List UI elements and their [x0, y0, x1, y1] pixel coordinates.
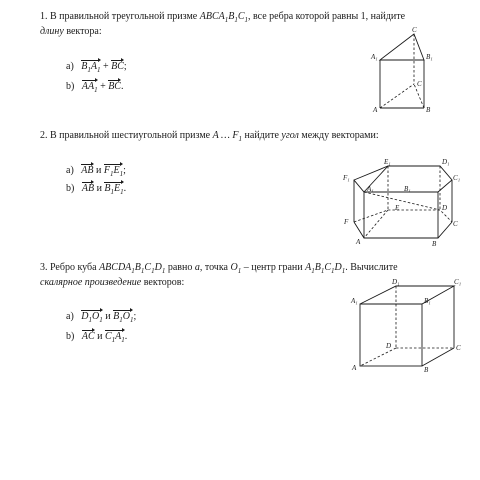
vector-d1o1: $D_1O_1$: [81, 311, 103, 324]
svg-text:D: D: [386, 342, 392, 350]
svg-text:D: D: [442, 204, 448, 212]
problem-2-item-a: a) AB и $F_1E_1$;: [66, 165, 126, 178]
problem-1-text: 1. В правильной треугольной призме $ABCA_1B_1C_1$, все ребра которой равны 1, найдите длину вектора:: [40, 11, 406, 37]
vector-ab: AB: [81, 183, 95, 194]
vector-bc: BC: [111, 61, 124, 72]
svg-text:D₁: D₁: [392, 278, 400, 286]
svg-text:B: B: [424, 366, 429, 374]
hexagonal-prism-figure: [340, 158, 465, 250]
svg-text:A₁: A₁: [367, 185, 374, 193]
problem-1-item-b: b) $AA_1$ + BC.: [66, 81, 124, 94]
problem-3-item-a: a) $D_1O_1$ и $B_1O_1$;: [66, 311, 137, 324]
vector-bc: BC: [108, 81, 121, 92]
svg-text:C₁: C₁: [453, 174, 461, 182]
svg-text:C₁: C₁: [454, 278, 462, 286]
vector-b1a1: $B_1A_1$: [81, 61, 101, 74]
svg-text:A: A: [373, 106, 378, 114]
vector-b1e1: $B_1E_1$: [104, 183, 124, 196]
vector-f1e1: $F_1E_1$: [103, 165, 124, 178]
svg-text:C: C: [412, 26, 417, 34]
vector-c1a1: $C_1A_1$: [104, 331, 125, 344]
problem-1-item-a: a) $B_1A_1$ + BC;: [66, 61, 127, 74]
svg-text:C: C: [456, 344, 461, 352]
svg-text:B₁: B₁: [404, 185, 411, 193]
svg-text:A: A: [356, 238, 361, 246]
problem-2-text: 2. В правильной шестиугольной призме A … $F_1$ найдите угол между векторами:: [40, 130, 379, 143]
vector-b1o1: $B_1O_1$: [113, 311, 134, 324]
svg-text:C: C: [453, 220, 458, 228]
vector-ab: AB: [81, 165, 94, 176]
problem-2-item-b: b) AB и $B_1E_1$.: [66, 183, 127, 196]
problem-3-text: 3. Ребро куба $ABCDA_1B_1C_1D_1$ равно a, точка $O_1$ – центр грани $A_1B_1C_1D_1$. Вычислите скалярное произведение векторов:: [40, 262, 398, 288]
svg-text:F: F: [344, 218, 349, 226]
svg-text:A₁: A₁: [371, 53, 378, 61]
vector-ac: AC: [81, 331, 95, 342]
cube-figure: [350, 278, 465, 374]
svg-text:F₁: F₁: [343, 174, 350, 182]
vector-aa1: $AA_1$: [81, 81, 98, 94]
svg-text:B₁: B₁: [424, 297, 431, 305]
svg-text:B₁: B₁: [426, 53, 433, 61]
svg-text:B: B: [426, 106, 431, 114]
svg-text:C: C: [417, 80, 422, 88]
svg-text:A: A: [352, 364, 357, 372]
triangular-prism-figure: [370, 28, 465, 118]
problem-3-item-b: b) AC и $C_1A_1$.: [66, 331, 128, 344]
svg-text:E₁: E₁: [384, 158, 391, 166]
svg-text:D₁: D₁: [442, 158, 450, 166]
svg-text:E: E: [395, 204, 400, 212]
svg-text:A₁: A₁: [351, 297, 358, 305]
svg-text:B: B: [432, 240, 437, 248]
